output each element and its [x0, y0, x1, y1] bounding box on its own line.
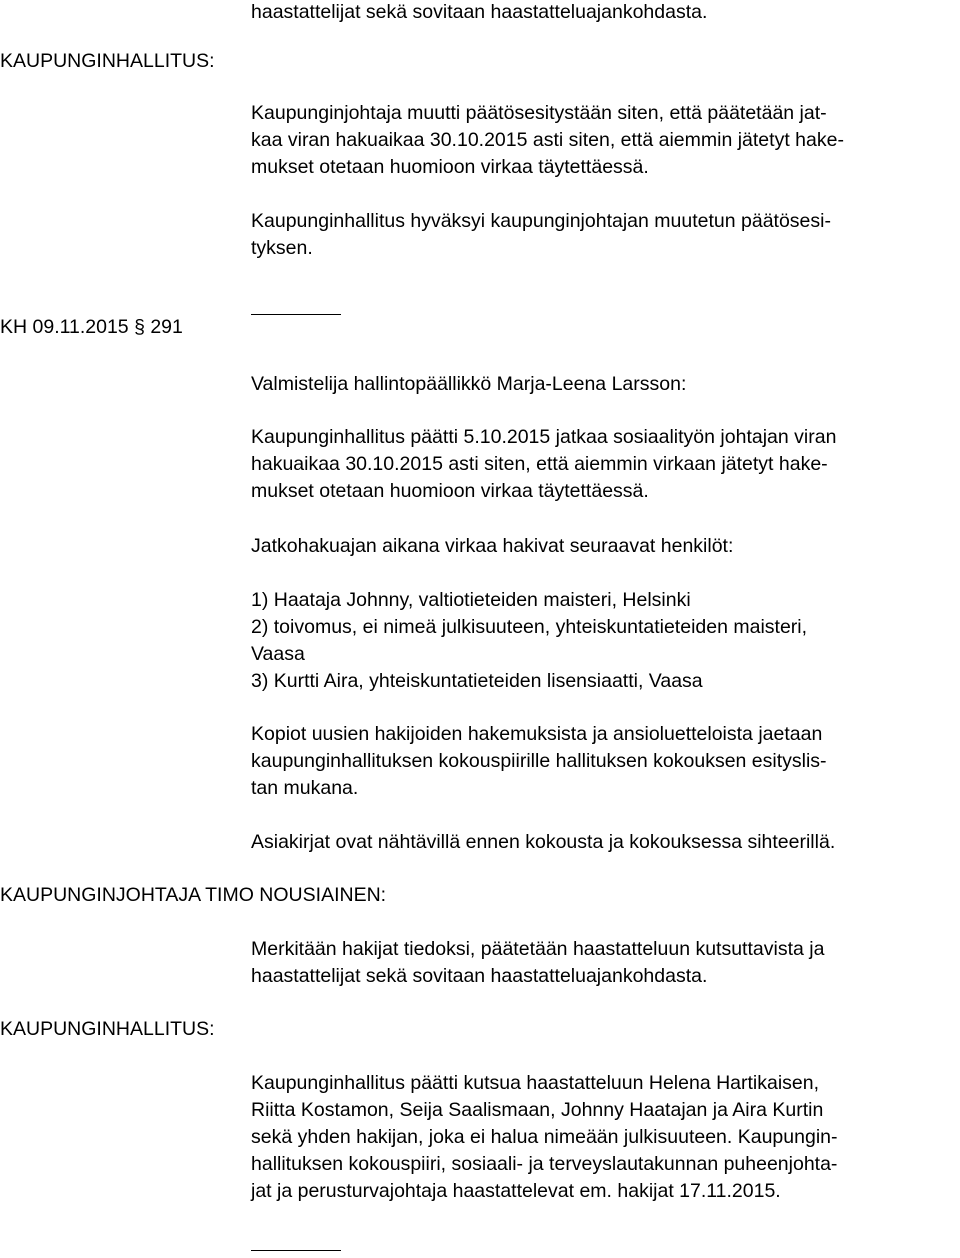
- mayor-label: KAUPUNGINJOHTAJA TIMO NOUSIAINEN:: [0, 884, 387, 906]
- section-reference: KH 09.11.2015 § 291: [0, 316, 183, 338]
- list-item: 2) toivomus, ei nimeä julkisuuteen, yhteiskuntatieteiden maisteri,: [251, 616, 808, 638]
- text-line: kaupunginhallituksen kokouspiirille hallituksen kokouksen esityslis-: [251, 750, 827, 772]
- section-separator: [251, 314, 341, 315]
- continued-line: haastattelijat sekä sovitaan haastatteluajankohdasta.: [251, 1, 708, 23]
- text-line: mukset otetaan huomioon virkaa täytettäessä.: [251, 156, 649, 178]
- text-line: tan mukana.: [251, 777, 359, 799]
- applicants-intro: Jatkohakuajan aikana virkaa hakivat seuraavat henkilöt:: [251, 535, 734, 557]
- text-line: mukset otetaan huomioon virkaa täytettäessä.: [251, 480, 649, 502]
- board-label-top: KAUPUNGINHALLITUS:: [0, 50, 215, 72]
- text-line: Kaupunginjohtaja muutti päätösesitystään siten, että päätetään jat-: [251, 102, 827, 124]
- preparer-line: Valmistelija hallintopäällikkö Marja-Leena Larsson:: [251, 373, 687, 395]
- text-line: Kaupunginhallitus hyväksyi kaupunginjohtajan muutetun päätösesi-: [251, 210, 831, 232]
- board-label: KAUPUNGINHALLITUS:: [0, 1018, 215, 1040]
- list-item: 3) Kurtti Aira, yhteiskuntatieteiden lisensiaatti, Vaasa: [251, 670, 703, 692]
- text-line: hakuaikaa 30.10.2015 asti siten, että aiemmin virkaan jätetyt hake-: [251, 453, 828, 475]
- text-line: haastattelijat sekä sovitaan haastatteluajankohdasta.: [251, 965, 708, 987]
- text-line: Kaupunginhallitus päätti 5.10.2015 jatkaa sosiaalityön johtajan viran: [251, 426, 837, 448]
- text-line: Riitta Kostamon, Seija Saalismaan, Johnny Haatajan ja Aira Kurtin: [251, 1099, 824, 1121]
- text-line: Merkitään hakijat tiedoksi, päätetään haastatteluun kutsuttavista ja: [251, 938, 825, 960]
- text-line: Kaupunginhallitus päätti kutsua haastatteluun Helena Hartikaisen,: [251, 1072, 820, 1094]
- text-line: hallituksen kokouspiiri, sosiaali- ja terveyslautakunnan puheenjohta-: [251, 1153, 838, 1175]
- documents-paragraph: Asiakirjat ovat nähtävillä ennen kokousta ja kokouksessa sihteerillä.: [251, 831, 836, 853]
- list-item: Vaasa: [251, 643, 305, 665]
- text-line: tyksen.: [251, 237, 313, 259]
- list-item: 1) Haataja Johnny, valtiotieteiden maisteri, Helsinki: [251, 589, 691, 611]
- text-line: kaa viran hakuaikaa 30.10.2015 asti siten, että aiemmin jätetyt hake-: [251, 129, 844, 151]
- text-line: sekä yhden hakijan, joka ei halua nimeään julkisuuteen. Kaupungin-: [251, 1126, 838, 1148]
- text-line: Kopiot uusien hakijoiden hakemuksista ja ansioluetteloista jaetaan: [251, 723, 823, 745]
- section-separator-bottom: [251, 1250, 341, 1251]
- text-line: jat ja perusturvajohtaja haastattelevat em. hakijat 17.11.2015.: [251, 1180, 781, 1202]
